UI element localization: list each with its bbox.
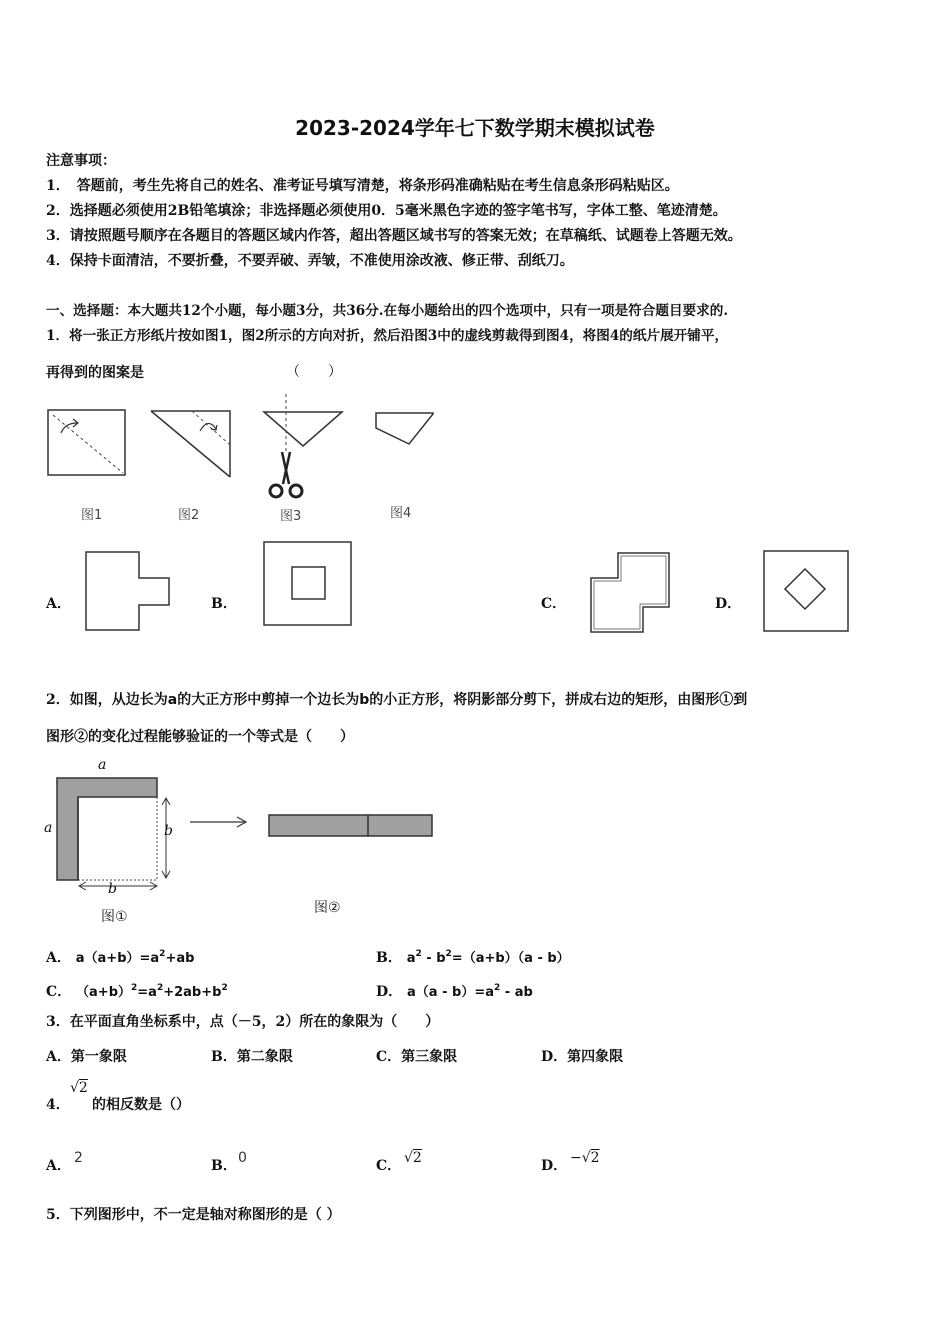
q2-label-right-b: b xyxy=(164,823,173,839)
q2-option-a-text1: a（a+b）=a xyxy=(75,951,160,966)
q1-caption-3: 图3 xyxy=(280,509,302,524)
notice-item-3: 3．请按照题号顺序在各题目的答题区域内作答，超出答题区域书写的答案无效；在草稿纸、试题卷上答题无效。 xyxy=(46,228,742,244)
q2-caption-1: 图① xyxy=(101,909,128,925)
q1-stem-line2: 再得到的图案是 xyxy=(46,365,144,381)
q2-stem-part3: 的小正方形，将阴影部分剪下，拼成右边的矩形，由图形①到 xyxy=(369,692,748,708)
q1-caption-2: 图2 xyxy=(178,508,200,523)
q2-option-d[interactable] xyxy=(376,978,533,1003)
q2-option-b-text2: - b xyxy=(421,951,446,966)
q4-option-b-label[interactable]: B． xyxy=(211,1158,237,1174)
q1-answer-blank: （ ） xyxy=(286,364,342,380)
q4-option-a-label[interactable]: A． xyxy=(46,1158,71,1174)
q2-option-a[interactable] xyxy=(46,944,194,969)
q4-option-c-value xyxy=(404,1150,422,1166)
q5-stem: 5．下列图形中，不一定是轴对称图形的是（ ） xyxy=(46,1207,341,1223)
q1-option-b-figure xyxy=(262,540,353,627)
q2-var-a: a xyxy=(167,692,178,708)
q4-option-b-value: 0 xyxy=(238,1150,247,1166)
q2-option-a-text2: +ab xyxy=(165,951,195,966)
q1-option-d-label[interactable]: D． xyxy=(715,596,742,612)
q2-option-c-text1: （a+b） xyxy=(76,985,132,1000)
sqrt-icon: √ xyxy=(70,1080,79,1096)
q1-stem-line1: 1．将一张正方形纸片按如图1，图2所示的方向对折，然后沿图3中的虚线剪裁得到图4，将图4的纸片展开铺平， xyxy=(46,328,729,344)
page-title: 2023-2024学年七下数学期末模拟试卷 xyxy=(295,116,655,140)
q3-option-d[interactable]: D．第四象限 xyxy=(541,1049,624,1065)
q2-option-d-text2: - ab xyxy=(500,985,533,1000)
q1-figure-1 xyxy=(47,409,127,477)
q2-option-c-text2: =a xyxy=(137,985,157,1000)
notice-item-4: 4．保持卡面清洁，不要折叠，不要弄破、弄皱，不准使用涂改液、修正带、刮纸刀。 xyxy=(46,253,574,269)
q4-option-c-label[interactable]: C． xyxy=(376,1158,402,1174)
q1-option-b-label[interactable]: B． xyxy=(211,596,237,612)
q2-option-c-label: C． xyxy=(46,984,72,1000)
q3-option-b[interactable]: B．第二象限 xyxy=(211,1049,293,1065)
q4-option-d-minus: − xyxy=(570,1150,582,1166)
sqrt-icon: √ xyxy=(581,1150,591,1166)
q4-radicand: 2 xyxy=(78,1080,88,1096)
q4-option-d-radicand: 2 xyxy=(590,1150,600,1166)
q2-option-b[interactable] xyxy=(376,944,570,969)
q1-figure-4 xyxy=(374,411,436,447)
q1-option-a-figure xyxy=(84,550,172,632)
q2-option-c-sup3: 2 xyxy=(221,983,228,993)
q2-stem-part1: 2．如图，从边长为 xyxy=(46,692,168,708)
q2-var-b: b xyxy=(359,692,370,708)
q4-option-d-value xyxy=(570,1150,600,1166)
q2-option-b-text3: =（a+b）（a - b） xyxy=(451,951,570,966)
q1-option-a-label[interactable]: A． xyxy=(46,596,71,612)
sqrt-icon: √ xyxy=(404,1150,413,1166)
q4-option-c-radicand: 2 xyxy=(412,1150,422,1166)
q2-label-bottom-b: b xyxy=(108,881,117,897)
q4-number: 4． xyxy=(46,1097,70,1113)
notice-item-2: 2．选择题必须使用2B铅笔填涂；非选择题必须使用0．5毫米黑色字迹的签字笔书写，字体工整、笔迹清楚。 xyxy=(46,203,727,219)
q2-stem-part2: 的大正方形中剪掉一个边长为 xyxy=(177,692,360,708)
q2-option-b-sup2: 2 xyxy=(445,949,452,959)
q2-option-b-text1: a xyxy=(406,951,416,966)
q4-sqrt xyxy=(70,1080,88,1096)
q2-option-c-sup1: 2 xyxy=(131,983,138,993)
q3-option-c[interactable]: C．第三象限 xyxy=(376,1049,458,1065)
q2-option-d-text1: a（a - b）=a xyxy=(407,985,494,1000)
q2-caption-2: 图② xyxy=(314,900,341,916)
notice-item-1: 1． 答题前，考生先将自己的姓名、准考证号填写清楚，将条形码准确粘贴在考生信息条形码粘贴区。 xyxy=(46,178,679,194)
q2-stem-line1 xyxy=(46,690,747,710)
q2-option-c-text3: +2ab+b xyxy=(163,985,222,1000)
q4-option-a-value: 2 xyxy=(74,1150,83,1166)
q2-label-top-a: a xyxy=(98,757,107,773)
q1-figure-2 xyxy=(150,409,232,479)
notice-heading: 注意事项： xyxy=(46,153,116,169)
q2-option-c[interactable] xyxy=(46,978,228,1003)
q2-label-left-a: a xyxy=(44,820,53,836)
q4-option-d-label[interactable]: D． xyxy=(541,1158,568,1174)
q1-caption-4: 图4 xyxy=(390,506,412,521)
q1-caption-1: 图1 xyxy=(81,508,103,523)
q2-option-a-label: A． xyxy=(46,950,71,966)
q1-option-c-figure xyxy=(588,551,672,634)
q2-option-c-sup2: 2 xyxy=(156,983,164,993)
arrow-right-icon xyxy=(189,815,249,829)
q1-option-c-label[interactable]: C． xyxy=(541,596,567,612)
q4-stem-tail: 的相反数是（） xyxy=(92,1097,190,1113)
section-heading: 一、选择题：本大题共12个小题，每小题3分，共36分.在每小题给出的四个选项中，只有一项是符合题目要求的. xyxy=(46,303,729,319)
q2-figure-2 xyxy=(268,814,434,838)
q1-option-d-figure xyxy=(762,549,850,633)
q2-option-b-label: B． xyxy=(376,950,402,966)
q2-figure-1 xyxy=(56,777,181,887)
q2-stem-line2: 图形②的变化过程能够验证的一个等式是（ ） xyxy=(46,729,354,745)
q2-option-b-sup1: 2 xyxy=(415,949,422,959)
q2-option-a-sup: 2 xyxy=(159,949,166,959)
q1-figure-3 xyxy=(262,394,346,506)
q3-stem: 3．在平面直角坐标系中，点（－5，2）所在的象限为（ ） xyxy=(46,1014,440,1030)
q3-option-a[interactable]: A．第一象限 xyxy=(46,1049,127,1065)
q2-option-d-label: D． xyxy=(376,984,403,1000)
scissors-icon xyxy=(270,452,302,497)
q2-option-d-sup: 2 xyxy=(493,983,501,993)
